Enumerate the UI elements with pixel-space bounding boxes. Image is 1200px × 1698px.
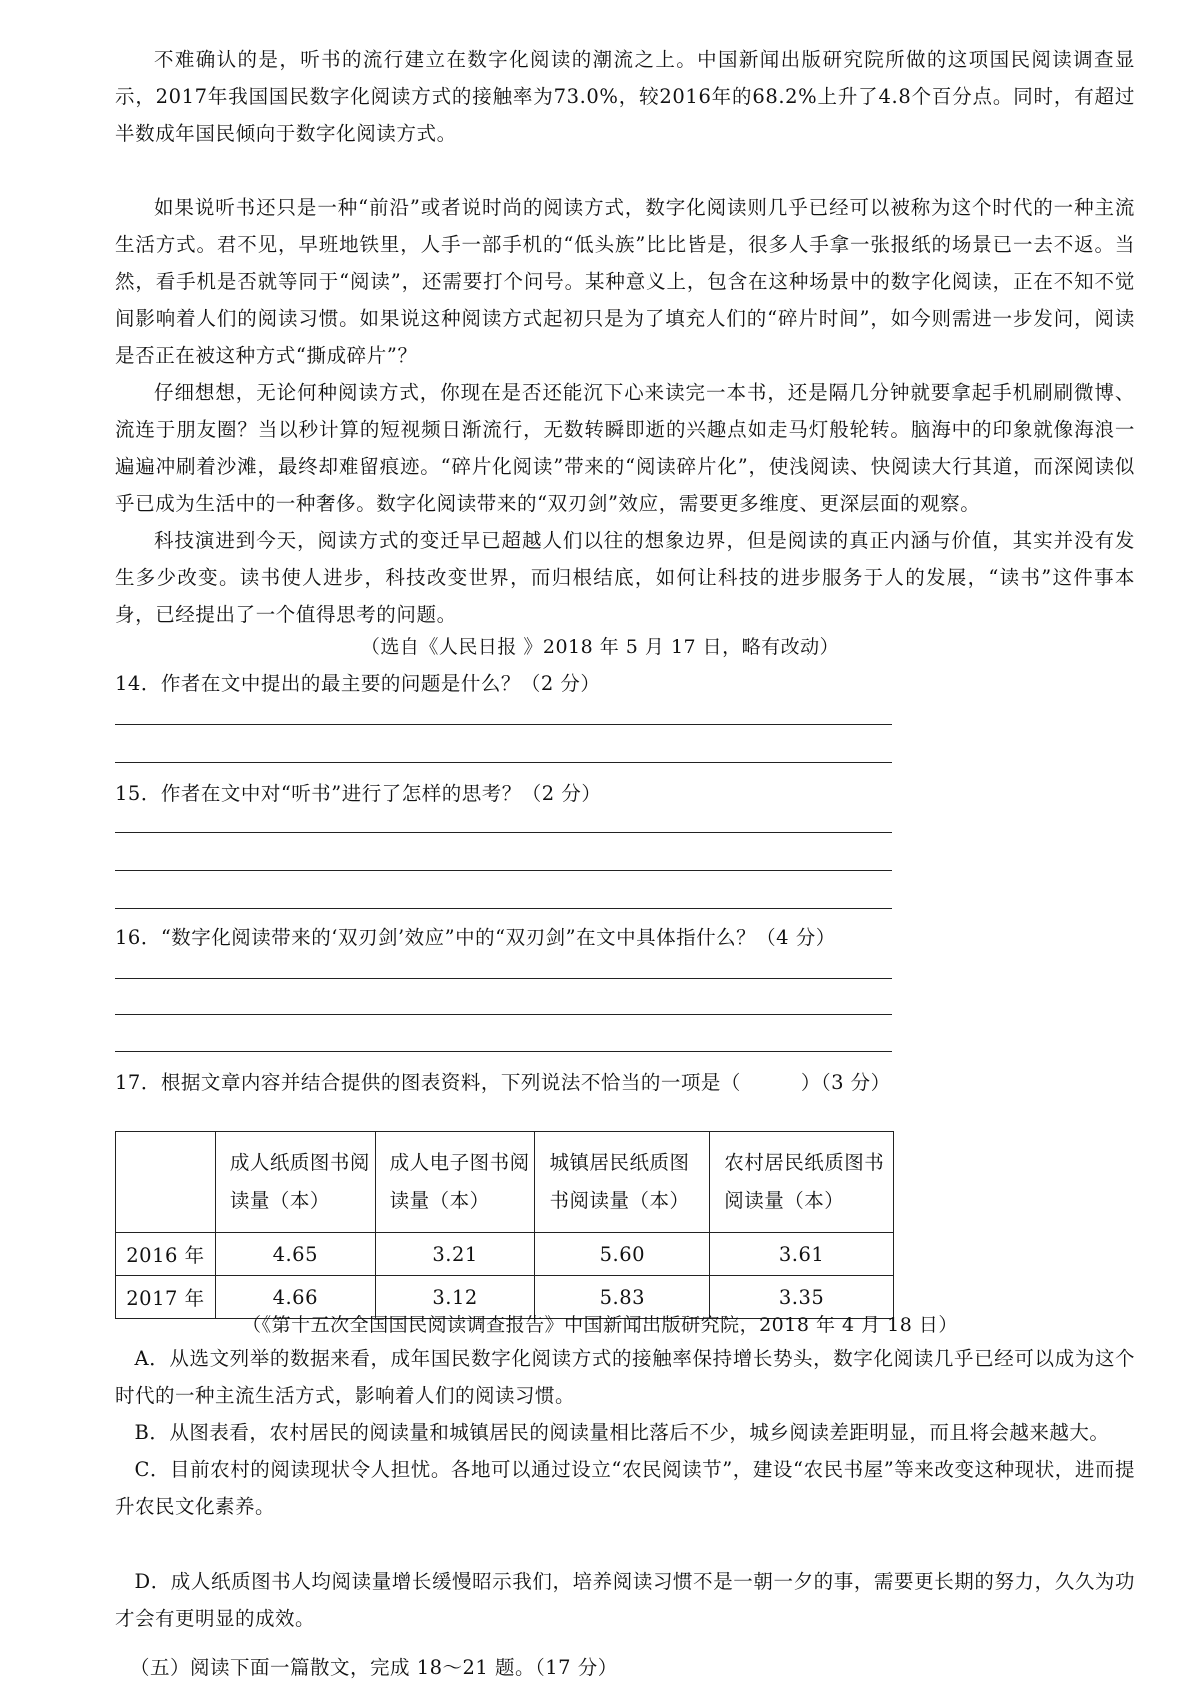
- table-cell: 4.66: [215, 1276, 375, 1319]
- answer-line-14-2[interactable]: [115, 762, 892, 763]
- paragraph-4: 科技演进到今天，阅读方式的变迁早已超越人们以往的想象边界，但是阅读的真正内涵与价值，其实并没有发生多少改变。读书使人进步，科技改变世界，而归根结底，如何让科技的进步服务于人的发展，“读书”这件事本身，已经提出了一个值得思考的问题。: [115, 529, 1135, 626]
- question-14: 14．作者在文中提出的最主要的问题是什么？（2 分）: [115, 672, 601, 695]
- question-15: 15．作者在文中对“听书”进行了怎样的思考？（2 分）: [115, 782, 602, 805]
- table-row: [116, 1233, 894, 1276]
- option-d: D．成人纸质图书人均阅读量增长缓慢昭示我们，培养阅读习惯不是一朝一夕的事，需要更长期的努力，久久为功才会有更明显的成效。: [115, 1570, 1135, 1630]
- option-c: C．目前农村的阅读现状令人担忧。各地可以通过设立“农民阅读节”，建设“农民书屋”等来改变这种现状，进而提升农民文化素养。: [115, 1458, 1135, 1518]
- table-header-adult-paper: 成人纸质图书阅读量（本）: [215, 1132, 375, 1233]
- table-cell: 5.60: [535, 1233, 710, 1276]
- table-cell: 3.21: [375, 1233, 535, 1276]
- section-heading: （五）阅读下面一篇散文，完成 18～21 题。（17 分）: [130, 1656, 618, 1679]
- paragraph-2: 如果说听书还只是一种“前沿”或者说时尚的阅读方式，数字化阅读则几乎已经可以被称为这个时代的一种主流生活方式。君不见，早班地铁里，人手一部手机的“低头族”比比皆是，很多人手拿一张报纸的场景已一去不返。当然，看手机是否就等同于“阅读”，还需要打个问号。某种意义上，包含在这种场景中的数字化阅读，正在不知不觉间影响着人们的阅读习惯。如果说这种阅读方式起初只是为了填充人们的“碎片时间”，如今则需进一步发问，阅读是否正在被这种方式“撕成碎片”？: [115, 196, 1135, 367]
- table-cell-year: 2017 年: [116, 1276, 216, 1319]
- question-16: 16．“数字化阅读带来的‘双刃剑’效应”中的“双刃剑”在文中具体指什么？（4 分）: [115, 926, 836, 949]
- paragraph-3: 仔细想想，无论何种阅读方式，你现在是否还能沉下心来读完一本书，还是隔几分钟就要拿起手机刷刷微博、流连于朋友圈？当以秒计算的短视频日渐流行，无数转瞬即逝的兴趣点如走马灯般轮转。脑海中的印象就像海浪一遍遍冲刷着沙滩，最终却难留痕迹。“碎片化阅读”带来的“阅读碎片化”，使浅阅读、快阅读大行其道，而深阅读似乎已成为生活中的一种奢侈。数字化阅读带来的“双刃剑”效应，需要更多维度、更深层面的观察。: [115, 381, 1135, 515]
- table-header-rural-paper: 农村居民纸质图书阅读量（本）: [710, 1132, 894, 1233]
- reading-data-table: [115, 1131, 894, 1319]
- table-caption: （《第十五次全国国民阅读调查报告》中国新闻出版研究院，2018 年 4 月 18 日）: [242, 1314, 958, 1336]
- paragraph-1: 不难确认的是，听书的流行建立在数字化阅读的潮流之上。中国新闻出版研究院所做的这项国民阅读调查显示，2017年我国国民数字化阅读方式的接触率为73.0%，较2016年的68.2%上升了4.8个百分点。同时，有超过半数成年国民倾向于数字化阅读方式。: [115, 48, 1135, 145]
- table-cell: 4.65: [215, 1233, 375, 1276]
- table-header-corner: [116, 1132, 216, 1233]
- answer-line-14-1[interactable]: [115, 724, 892, 725]
- answer-line-16-2[interactable]: [115, 1014, 892, 1015]
- table-cell: 3.35: [710, 1276, 894, 1319]
- table-cell-year: 2016 年: [116, 1233, 216, 1276]
- answer-line-16-3[interactable]: [115, 1051, 892, 1052]
- table-header-urban-paper: 城镇居民纸质图书阅读量（本）: [535, 1132, 710, 1233]
- option-a: A．从选文列举的数据来看，成年国民数字化阅读方式的接触率保持增长势头，数字化阅读几乎已经可以成为这个时代的一种主流生活方式，影响着人们的阅读习惯。: [115, 1347, 1135, 1407]
- table-cell: 3.61: [710, 1233, 894, 1276]
- answer-line-15-1[interactable]: [115, 832, 892, 833]
- answer-line-15-2[interactable]: [115, 870, 892, 871]
- answer-line-16-1[interactable]: [115, 978, 892, 979]
- answer-line-15-3[interactable]: [115, 908, 892, 909]
- table-header-adult-ebook: 成人电子图书阅读量（本）: [375, 1132, 535, 1233]
- table-cell: 5.83: [535, 1276, 710, 1319]
- table-header-row: [116, 1132, 894, 1233]
- table-cell: 3.12: [375, 1276, 535, 1319]
- option-b: B．从图表看，农村居民的阅读量和城镇居民的阅读量相比落后不少，城乡阅读差距明显，而且将会越来越大。: [134, 1421, 1110, 1444]
- article-source: （选自《人民日报 》2018 年 5 月 17 日，略有改动）: [360, 636, 840, 658]
- question-17: 17．根据文章内容并结合提供的图表资料，下列说法不恰当的一项是（ ）（3 分）: [115, 1071, 891, 1094]
